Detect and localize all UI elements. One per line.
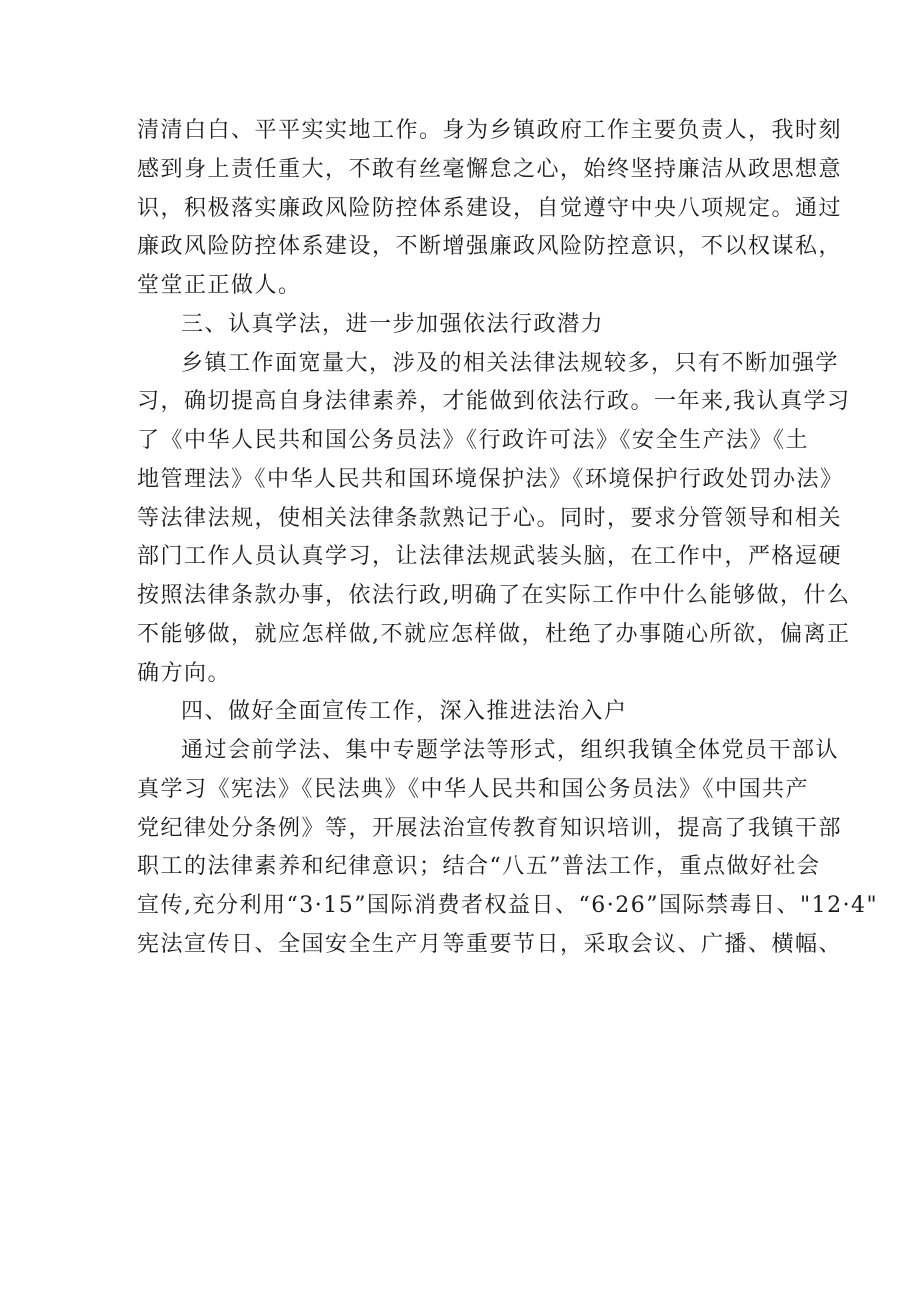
section-heading <box>137 693 797 732</box>
text-line: 三、认真学法，进一步加强依法行政潜力 <box>181 311 605 337</box>
section-heading <box>137 306 797 345</box>
text-line: 按照法律条款办事，依法行政,明确了在实际工作中什么能够做，什么 <box>137 583 851 608</box>
text-line: 真学习《宪法》《民法典》《中华人民共和国公务员法》《中国共产 <box>137 776 810 802</box>
body-paragraph <box>137 732 879 965</box>
text-line: 部门工作人员认真学习，让法律法规武装头脑，在工作中，严格逗硬 <box>137 544 843 570</box>
text-line: 廉政风险防控体系建设，不断增强廉政风险防控意识，不以权谋私， <box>137 234 843 260</box>
body-paragraph <box>137 345 851 694</box>
text-line: 地管理法》《中华人民共和国环境保护法》《环境保护行政处罚办法》 <box>137 466 844 492</box>
text-line: 堂堂正正做人。 <box>137 273 302 298</box>
document-body <box>137 112 879 965</box>
text-line: 感到身上责任重大，不敢有丝毫懈怠之心，始终坚持廉洁从政思想意 <box>137 156 843 182</box>
text-line: 党纪律处分条例》等，开展法治宣传教育知识培训，提高了我镇干部 <box>137 815 843 841</box>
text-line: 宣传,充分利用“3·15”国际消费者权益日、“6·26”国际禁毒日、"12·4" <box>137 893 879 918</box>
text-line: 等法律法规，使相关法律条款熟记于心。同时，要求分管领导和相关 <box>137 505 843 531</box>
text-line: 四、做好全面宣传工作，深入推进法治入户 <box>181 699 628 725</box>
text-line: 识，积极落实廉政风险防控体系建设，自觉遵守中央八项规定。通过 <box>137 195 843 221</box>
text-line: 宪法宣传日、全国安全生产月等重要节日，采取会议、广播、横幅、 <box>137 931 843 957</box>
text-line: 不能够做，就应怎样做,不就应怎样做，杜绝了办事随心所欲，偏离正 <box>137 621 851 647</box>
text-line: 职工的法律素养和纪律意识；结合“八五”普法工作，重点做好社会 <box>137 854 821 880</box>
text-line: 通过会前学法、集中专题学法等形式，组织我镇全体党员干部认 <box>181 738 840 763</box>
text-line: 习，确切提高自身法律素养，才能做到依法行政。一年来,我认真学习 <box>137 389 851 415</box>
text-line: 了《中华人民共和国公务员法》《行政许可法》《安全生产法》《土 <box>137 428 810 453</box>
body-paragraph <box>137 112 843 306</box>
text-line: 确方向。 <box>137 660 232 686</box>
text-line: 乡镇工作面宽量大，涉及的相关法律法规较多，只有不断加强学 <box>181 350 840 376</box>
text-line: 清清白白、平平实实地工作。身为乡镇政府工作主要负责人，我时刻 <box>137 118 843 143</box>
